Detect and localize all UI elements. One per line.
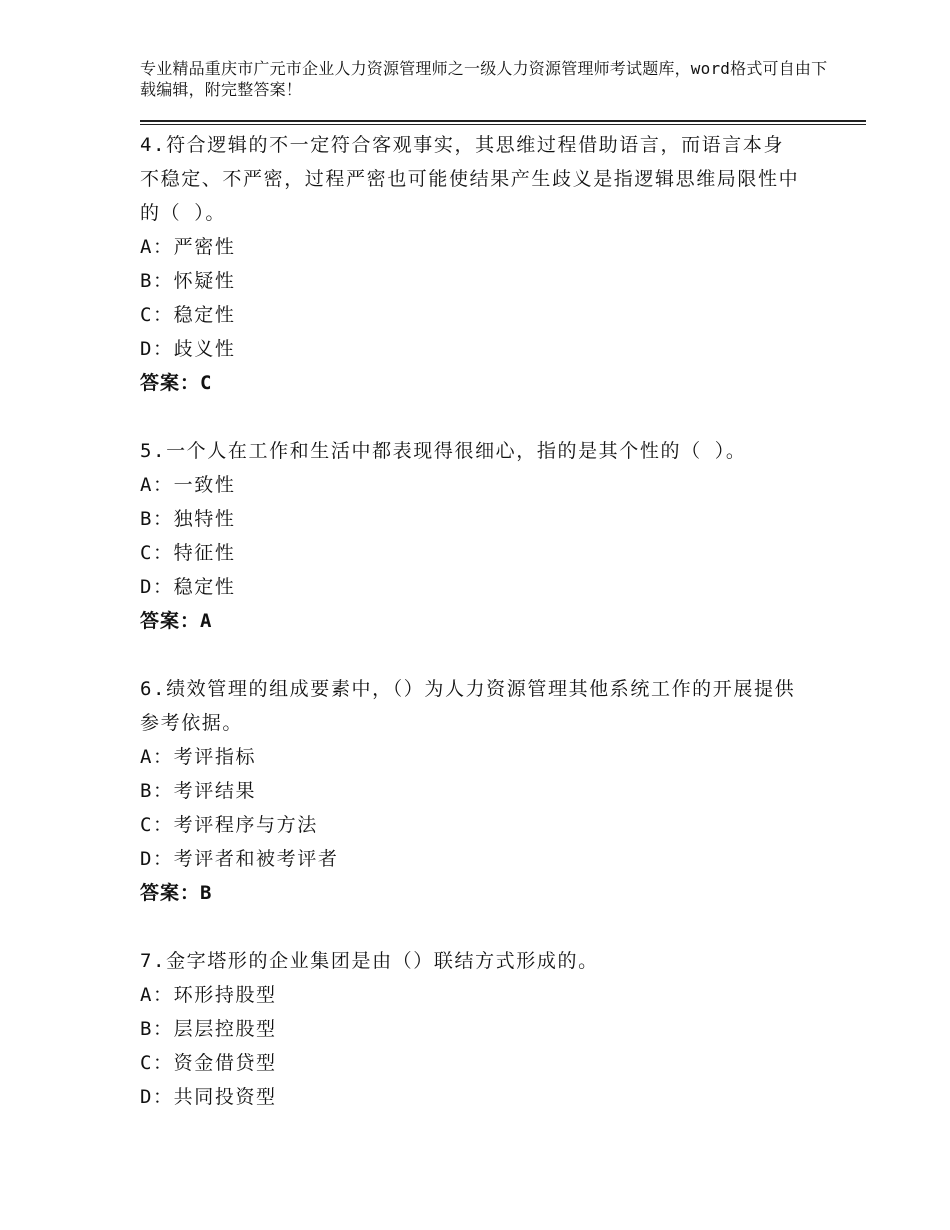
option-c: C：特征性 (140, 542, 236, 564)
question-list (140, 128, 820, 1148)
option-b: B：考评结果 (140, 780, 257, 802)
answer: 答案：A (140, 610, 213, 632)
question-stem: 4.符合逻辑的不一定符合客观事实，其思维过程借助语言，而语言本身不稳定、不严密，过程严密也可能使结果产生歧义是指逻辑思维局限性中的（ ）。 (140, 134, 800, 224)
header-divider-thin (140, 124, 866, 125)
option-a: A：一致性 (140, 474, 236, 496)
option-c: C：考评程序与方法 (140, 814, 318, 836)
option-c: C：稳定性 (140, 304, 236, 326)
header-divider (140, 120, 866, 122)
option-b: B：独特性 (140, 508, 236, 530)
option-d: D：考评者和被考评者 (140, 848, 339, 870)
option-d: D：稳定性 (140, 576, 236, 598)
answer: 答案：C (140, 372, 213, 394)
option-a: A：考评指标 (140, 746, 257, 768)
question-4 (140, 128, 820, 400)
question-6 (140, 672, 820, 910)
question-stem: 7.金字塔形的企业集团是由（）联结方式形成的。 (140, 950, 599, 972)
question-7 (140, 944, 820, 1114)
option-a: A：严密性 (140, 236, 236, 258)
option-a: A：环形持股型 (140, 984, 277, 1006)
option-b: B：层层控股型 (140, 1018, 277, 1040)
option-d: D：共同投资型 (140, 1086, 277, 1108)
option-c: C：资金借贷型 (140, 1052, 277, 1074)
question-stem: 6.绩效管理的组成要素中，（）为人力资源管理其他系统工作的开展提供参考依据。 (140, 678, 796, 734)
option-b: B：怀疑性 (140, 270, 236, 292)
option-d: D：歧义性 (140, 338, 236, 360)
question-stem: 5.一个人在工作和生活中都表现得很细心，指的是其个性的（ ）。 (140, 440, 747, 462)
document-header: 专业精品重庆市广元市企业人力资源管理师之一级人力资源管理师考试题库，word格式可自由下载编辑，附完整答案！ (140, 59, 828, 99)
question-5 (140, 434, 820, 638)
answer: 答案：B (140, 882, 213, 904)
